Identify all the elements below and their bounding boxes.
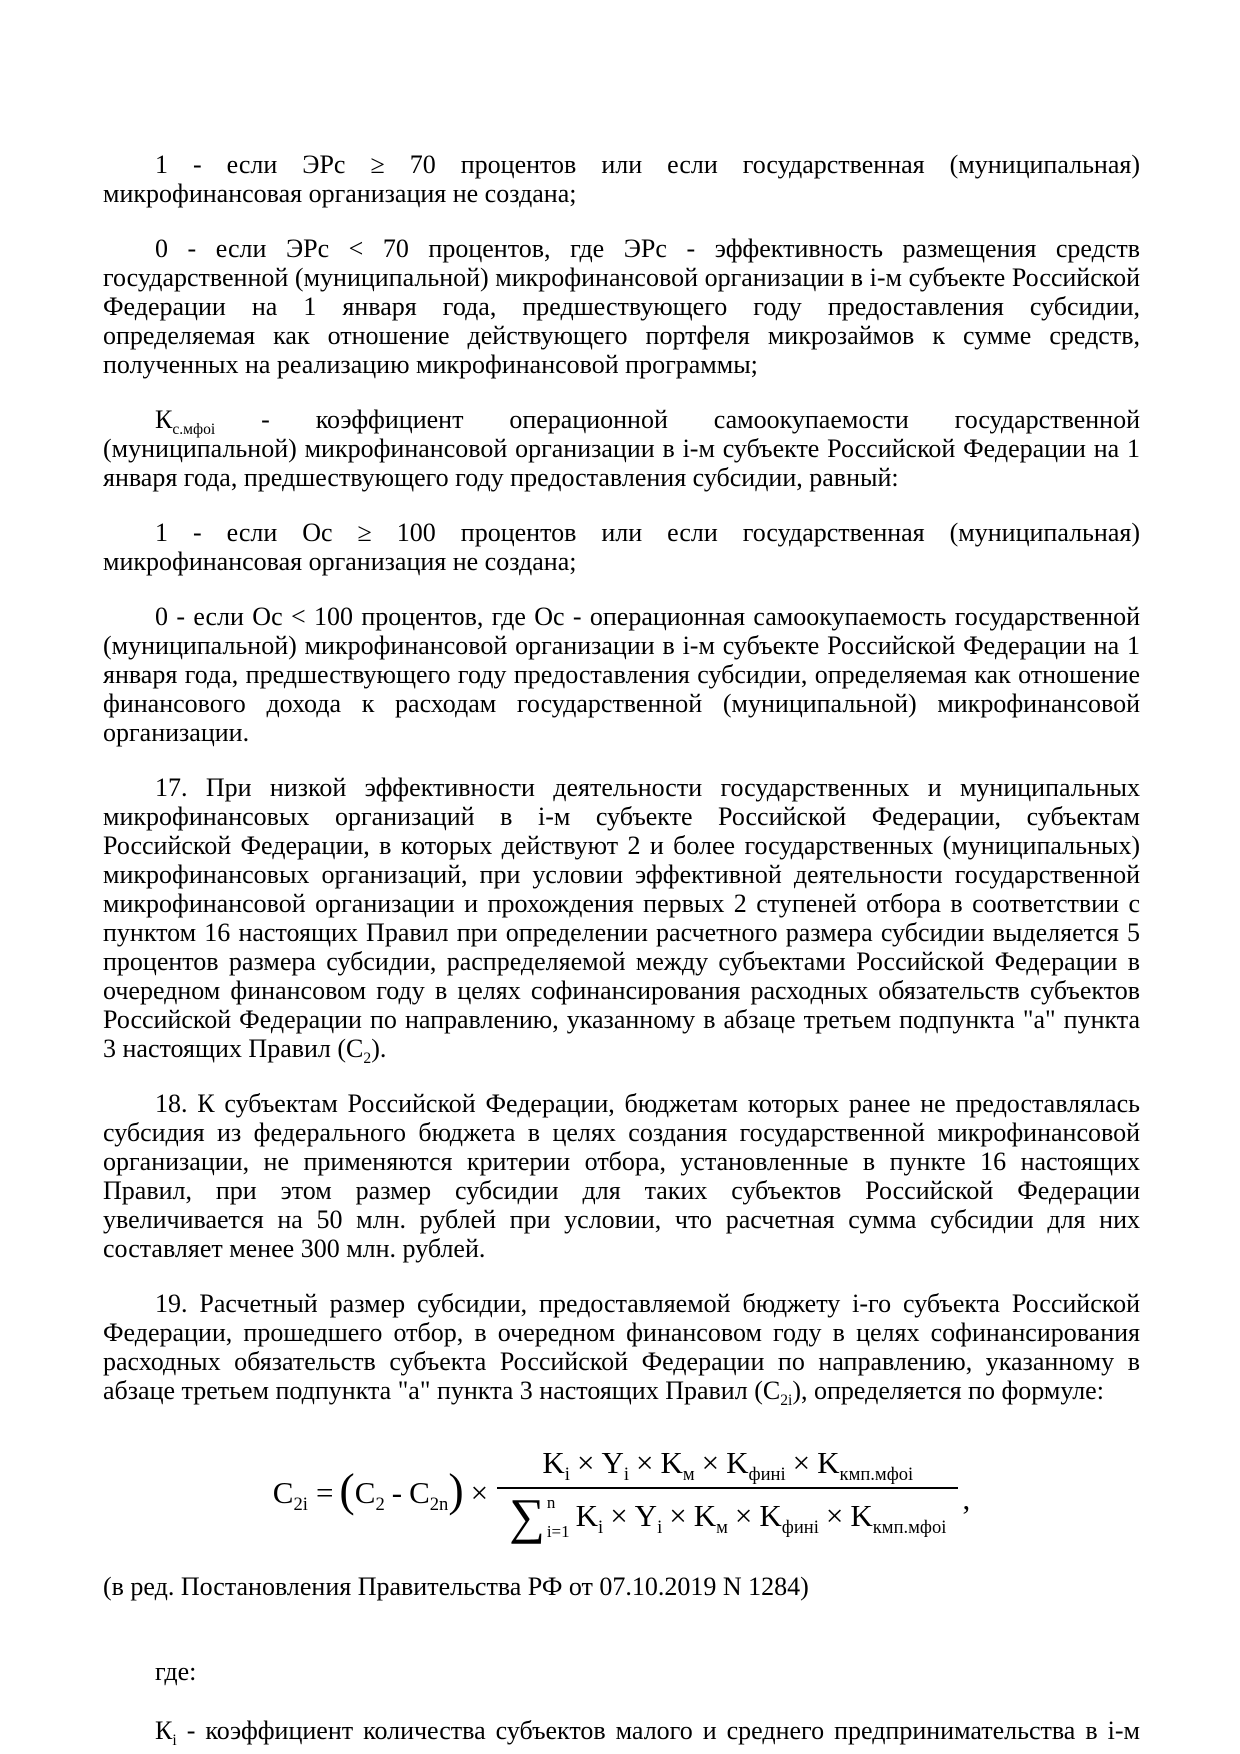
paragraph-ki xyxy=(103,1715,1140,1749)
formula-term-c2 xyxy=(354,1475,385,1516)
paragraph-item-18: 18. К субъектам Российской Федерации, бюджетам которых ранее не предоставлялась субсидия из федерального бюджета в целях создания государственной микрофинансовой организации, не применяются критерии отбора, установленные в пункте 16 настоящих Правил, при этом размер субсидии для таких субъектов Российской Федерации увеличивается на 50 млн. рублей при условии, что расчетная сумма субсидии для них составляет менее 300 млн. рублей. xyxy=(103,1089,1140,1263)
paragraph-item-17 xyxy=(103,773,1140,1068)
denominator-terms xyxy=(575,1498,947,1539)
formula-subscript: 2i xyxy=(293,1494,308,1516)
formula-symbol: C xyxy=(409,1475,430,1510)
paragraph-oc-value-0: 0 - если Ос < 100 процентов, где Ос - операционная самоокупаемость государственной (муниципальной) микрофинансовой организации в i-м субъекте Российской Федерации на 1 января года, предшествующего году предоставления субсидии, определяемая как отношение финансового дохода к расходам государственной (муниципальной) микрофинансовой организации. xyxy=(103,602,1140,747)
formula-term xyxy=(601,1445,629,1486)
formula-term xyxy=(726,1445,786,1486)
paragraph-text: ). xyxy=(371,1034,387,1063)
subscript: 2 xyxy=(363,1050,372,1068)
formula-symbol: C xyxy=(354,1475,376,1510)
formula-term xyxy=(542,1445,570,1486)
amendment-note: (в ред. Постановления Правительства РФ от 07.10.2019 N 1284) xyxy=(103,1571,809,1601)
paragraph-text: К xyxy=(155,1715,173,1745)
paragraph-text: 19. Расчетный размер субсидии, предоставляемой бюджету i-го субъекта Российской Федерации, прошедшего отбор, в очередном финансовом году в целях софинансирования расходных обязательств субъекта Российской Федерации по направлению, указанному в абзаце третьем подпункта "а" пункта 3 настоящих Правил (С xyxy=(103,1289,1140,1405)
formula-term xyxy=(575,1498,604,1539)
formula-term xyxy=(759,1498,819,1539)
formula-symbol: C xyxy=(272,1475,294,1510)
formula-subscript: i xyxy=(623,1464,629,1486)
close-paren: ) xyxy=(448,1463,464,1516)
formula-subscript: м xyxy=(682,1464,695,1486)
formula-symbol: Y xyxy=(601,1445,624,1480)
times-sign: × xyxy=(701,1445,720,1480)
formula-symbol: K xyxy=(817,1445,840,1480)
fraction-numerator xyxy=(530,1445,925,1487)
paragraph-oc-value-1: 1 - если Ос ≥ 100 процентов или если государственная (муниципальная) микрофинансовая организация не создана; xyxy=(103,518,1140,576)
summation-lower-limit: i=1 xyxy=(546,1521,570,1541)
formula-symbol: K xyxy=(542,1445,565,1480)
summation-sign xyxy=(509,1488,570,1545)
formula-lhs xyxy=(272,1475,308,1516)
paragraph-erc-value-1: 1 - если ЭРс ≥ 70 процентов или если государственная (муниципальная) микрофинансовая организация не создана; xyxy=(103,150,1140,208)
subscript: i xyxy=(172,1731,177,1749)
formula-subscript: 2 xyxy=(375,1494,385,1516)
summation-limits xyxy=(547,1494,570,1540)
formula-subscript: 2n xyxy=(429,1494,449,1516)
times-sign: × xyxy=(610,1498,628,1534)
subscript: 2i xyxy=(780,1392,793,1410)
open-paren: ( xyxy=(339,1463,355,1516)
formula-c2i xyxy=(103,1445,1140,1545)
formula-term xyxy=(660,1445,695,1486)
paragraph-k-smfoi xyxy=(103,405,1140,492)
formula-symbol: K xyxy=(759,1498,782,1534)
paragraph-text: - коэффициент количества субъектов малого и среднего предпринимательства в i-м xyxy=(176,1715,1140,1745)
sigma-symbol: ∑ xyxy=(509,1488,545,1545)
formula-subscript: кмп.мфоі xyxy=(872,1517,947,1539)
formula-trailing-comma: , xyxy=(962,1481,971,1516)
paragraph-item-19 xyxy=(103,1289,1140,1410)
paragraph-text: ), определяется по формуле: xyxy=(792,1376,1104,1405)
times-sign: × xyxy=(734,1498,753,1534)
times-sign: × xyxy=(576,1445,595,1480)
formula-subscript: i xyxy=(564,1464,570,1486)
times-sign: × xyxy=(792,1445,811,1480)
formula-symbol: K xyxy=(660,1445,683,1480)
formula-subscript: i xyxy=(657,1517,663,1539)
formula-term xyxy=(634,1498,663,1539)
formula-term xyxy=(693,1498,728,1539)
paragraph-text: 17. При низкой эффективности деятельности государственных и муниципальных микрофинансовых организаций в i-м субъекте Российской Федерации, субъектам Российской Федерации, в которых действуют 2 и более государственных (муниципальных) микрофинансовых организаций, при условии эффективной деятельности государственной микрофинансовой организации и прохождения первых 2 ступеней отбора в соответствии с пунктом 16 настоящих Правил при определении расчетного размера субсидии выделяется 5 процентов размера субсидии, распределяемой между субъектами Российской Федерации в очередном финансовом году в целях софинансирования расходных обязательств субъектов Российской Федерации по направлению, указанному в абзаце третьем подпункта "а" пункта 3 настоящих Правил (С xyxy=(103,773,1140,1063)
formula-symbol: K xyxy=(575,1498,599,1534)
equals-sign: = xyxy=(315,1475,334,1510)
times-sign: × xyxy=(669,1498,687,1534)
summation-upper-limit: n xyxy=(546,1492,556,1512)
formula-subscript: фині xyxy=(748,1464,786,1486)
formula-symbol: K xyxy=(850,1498,873,1534)
formula-symbol: K xyxy=(693,1498,717,1534)
minus-sign: - xyxy=(391,1475,403,1510)
times-sign: × xyxy=(825,1498,844,1534)
paragraph-erc-value-0: 0 - если ЭРс < 70 процентов, где ЭРс - эффективность размещения средств государственной (муниципальной) микрофинансовой организации в i-м субъекте Российской Федерации на 1 января года, предшествующего году предоставления субсидии, определяемая как отношение действующего портфеля микрозаймов к сумме средств, полученных на реализацию микрофинансовой программы; xyxy=(103,234,1140,379)
formula-fraction xyxy=(497,1445,958,1545)
times-sign: × xyxy=(636,1445,654,1480)
formula-term-c2n xyxy=(409,1475,449,1516)
fraction-denominator xyxy=(497,1487,958,1545)
paragraph-text: К xyxy=(155,405,173,434)
formula-subscript: кмп.мфоі xyxy=(839,1464,914,1486)
formula-term xyxy=(817,1445,914,1486)
formula-subscript: фині xyxy=(781,1517,819,1539)
formula-symbol: K xyxy=(726,1445,749,1480)
formula-term xyxy=(850,1498,947,1539)
subscript: с.мфоі xyxy=(172,421,216,439)
formula-subscript: м xyxy=(716,1517,728,1539)
times-sign: × xyxy=(470,1475,489,1510)
formula-symbol: Y xyxy=(634,1498,658,1534)
where-label: где: xyxy=(155,1656,197,1686)
formula-subscript: i xyxy=(598,1517,604,1539)
paragraph-text: - коэффициент операционной самоокупаемости государственной (муниципальной) микрофинансовой организации в i-м субъекте Российской Федерации на 1 января года, предшествующего году предоставления субсидии, равный: xyxy=(103,405,1140,492)
